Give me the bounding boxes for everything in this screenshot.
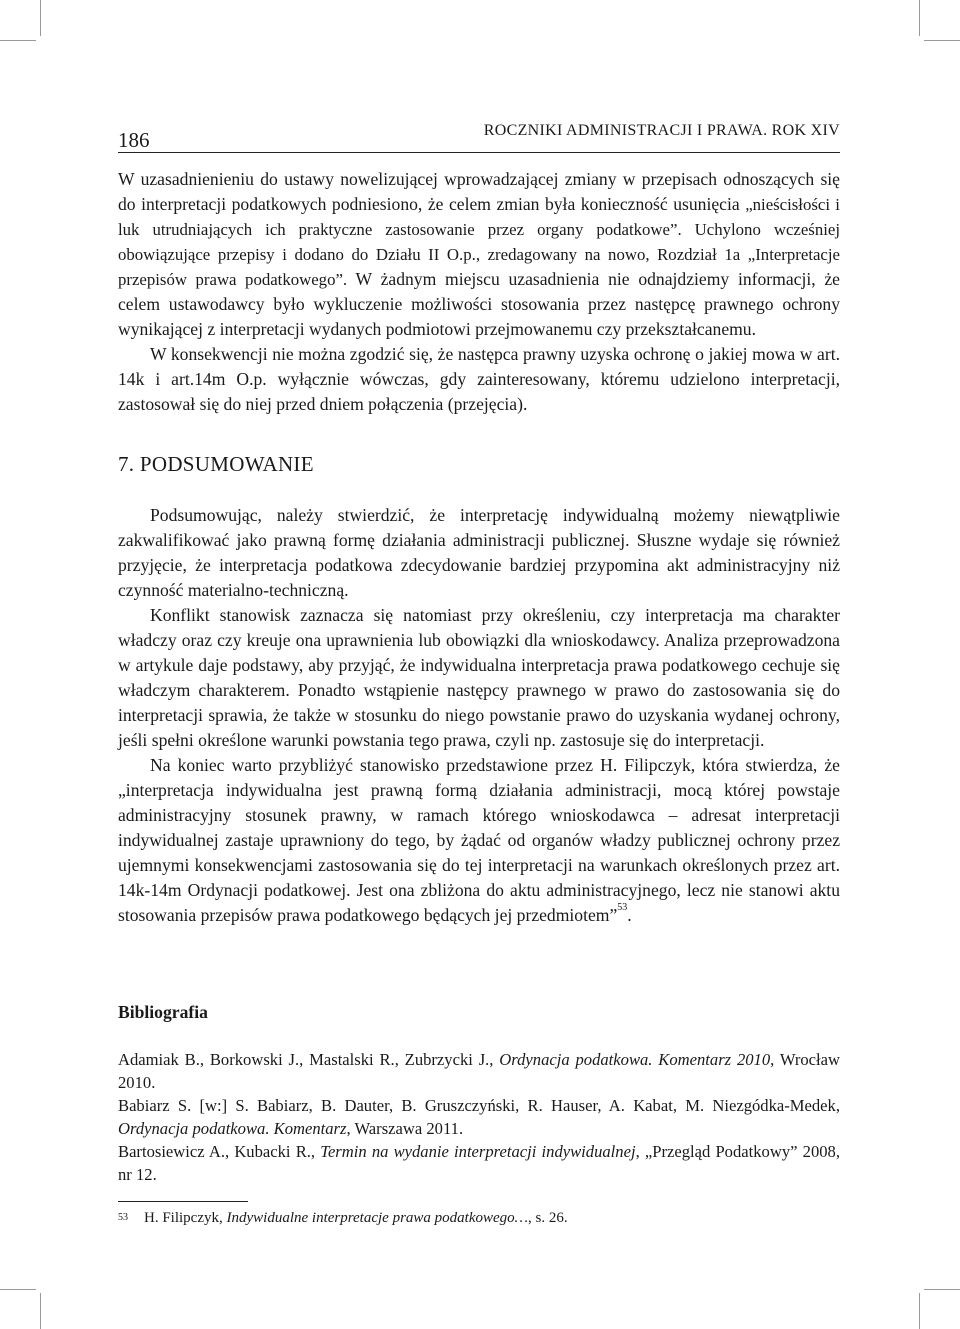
footnote-number: 53: [118, 1212, 128, 1223]
running-title: ROCZNIKI ADMINISTRACJI I PRAWA. ROK XIV: [483, 122, 840, 139]
bibliography-entry: Adamiak B., Borkowski J., Mastalski R., Zubrzycki J., Ordynacja podatkowa. Komentarz 2010, Wrocław 2010.: [118, 1050, 840, 1092]
body-text-top: [118, 167, 840, 417]
section-title: 7. PODSUMOWANIE: [118, 452, 314, 476]
crop-mark: [919, 1293, 920, 1329]
running-header: [118, 120, 840, 153]
crop-mark: [924, 1289, 960, 1290]
bibliography-entry: Babiarz S. [w:] S. Babiarz, B. Dauter, B. Gruszczyński, R. Hauser, A. Kabat, M. Niezgódka-Medek, Ordynacja podatkowa. Komentarz, Warszawa 2011.: [118, 1096, 840, 1138]
footnote-reference[interactable]: 53: [617, 902, 628, 913]
paragraph-4: Konflikt stanowisk zaznacza się natomiast przy określeniu, czy interpretacja ma charakter władczy oraz czy kreuje ona uprawnienia lub obowiązki dla wnioskodawcy. Analiza przeprowadzona w artykule daje podstawy, aby przyjąć, że indywidualna interpretacja prawa podatkowego cechuje się władczym charakterem. Ponadto wstąpienie następcy prawnego w prawo do zastosowania się do interpretacji sprawia, że także w stosunku do niego powstanie prawo do uzyskania wydanej ochrony, jeśli spełni określone warunki powstania tego prawa, czyli np. zastosuje się do interpretacji.: [118, 605, 840, 750]
page-number: 186: [118, 128, 150, 152]
bibliography-entry: Bartosiewicz A., Kubacki R., Termin na wydanie interpretacji indywidualnej, „Przegląd Podatkowy” 2008, nr 12.: [118, 1142, 840, 1184]
bibliography-list: [118, 1048, 840, 1186]
crop-mark: [924, 40, 960, 41]
crop-mark: [0, 40, 36, 41]
crop-mark: [919, 0, 920, 36]
body-text-summary: [118, 503, 840, 928]
crop-mark: [0, 1289, 36, 1290]
bibliography-heading: Bibliografia: [118, 1002, 208, 1022]
paragraph-2: W konsekwencji nie można zgodzić się, że następca prawny uzyska ochronę o jakiej mowa w art. 14k i art.14m O.p. wyłącznie wówczas, gdy zainteresowany, któremu udzielono interpretacji, zastosował się do niej przed dniem połączenia (przejęcia).: [118, 344, 840, 414]
crop-mark: [40, 1293, 41, 1329]
paragraph-3: Podsumowując, należy stwierdzić, że interpretację indywidualną możemy niewątpliwie zakwalifikować jako prawną formę działania administracji publicznej. Słuszne wydaje się również przyjęcie, że interpretacja podatkowa zdecydowanie bardziej przypomina akt administracyjny niż czynność materialno-techniczną.: [118, 505, 840, 600]
paragraph-5: Na koniec warto przybliżyć stanowisko przedstawione przez H. Filipczyk, która stwierdza, że „interpretacja indywidualna jest prawną formą działania administracji, mocą której powstaje administracyjny stosunek prawny, w ramach którego wnioskodawca – adresat interpretacji indywidualnej zastaje uprawniony do tego, by żądać od organów władzy publicznej ochrony przez ujemnymi konsekwencjami zastosowania się do tej interpretacji na warunkach określonych przez art. 14k-14m Ordynacji podatkowej. Jest ona zbliżona do aktu administracyjnego, lecz nie stanowi aktu stosowania przepisów prawa podatkowego będących jej przedmiotem”$^{53}$.: [118, 755, 840, 925]
footnote: $^{53}$ H. Filipczyk, Indywidualne interpretacje prawa podatkowego…, s. 26.: [118, 1210, 568, 1226]
footnote-rule: [118, 1201, 248, 1202]
paragraph-1: W uzasadnienieniu do ustawy nowelizującej wprowadzającej zmiany w przepisach odnoszących się do interpretacji podatkowych podniesiono, że celem zmian była konieczność usunięcia „nieścisłości i luk utrudniających ich praktyczne zastosowanie przez organy podatkowe”. Uchylono wcześniej obowiązujące przepisy i dodano do Działu II O.p., zredagowany na nowo, Rozdział 1a „Interpretacje przepisów prawa podatkowego”. W żadnym miejscu uzasadnienia nie odnajdziemy informacji, że celem ustawodawcy było wykluczenie możliwości stosowania przez następcę prawnego ochrony wynikającej z interpretacji wydanych podmiotowi przejmowanemu czy przekształcanemu.: [118, 169, 840, 339]
crop-mark: [40, 0, 41, 36]
